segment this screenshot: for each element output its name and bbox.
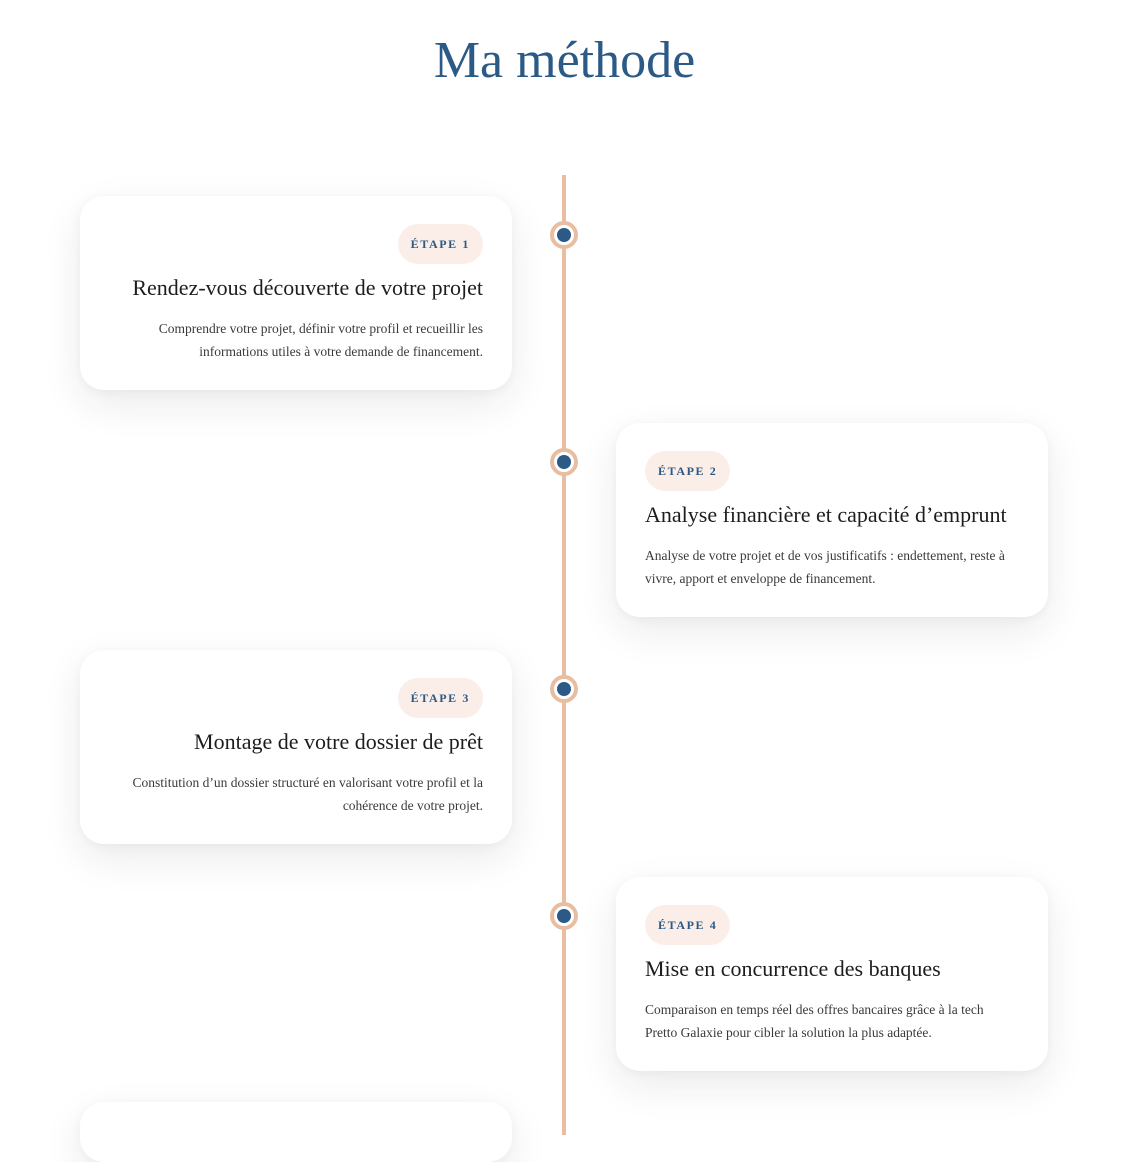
step-card-2 bbox=[616, 423, 1048, 617]
step-badge: ÉTAPE 3 bbox=[398, 678, 483, 718]
timeline-dot bbox=[557, 909, 571, 923]
step-card-4 bbox=[616, 877, 1048, 1071]
step-description: Analyse de votre projet et de vos justificatifs : endettement, reste à vivre, apport et enveloppe de financement. bbox=[645, 548, 1005, 586]
step-title: Montage de votre dossier de prêt bbox=[194, 729, 483, 754]
step-title: Analyse financière et capacité d’emprunt bbox=[645, 502, 1007, 527]
step-title: Mise en concurrence des banques bbox=[645, 956, 941, 981]
timeline-marker-4 bbox=[550, 902, 578, 930]
step-description: Comprendre votre projet, définir votre profil et recueillir les informations utiles à votre demande de financement. bbox=[158, 321, 483, 359]
step-badge: ÉTAPE 2 bbox=[645, 451, 730, 491]
step-badge: ÉTAPE 4 bbox=[645, 905, 730, 945]
timeline-dot bbox=[557, 682, 571, 696]
page-title: Ma méthode bbox=[433, 32, 696, 89]
timeline-marker-3 bbox=[550, 675, 578, 703]
step-description: Comparaison en temps réel des offres bancaires grâce à la tech Pretto Galaxie pour cibler la solution la plus adaptée. bbox=[645, 1002, 984, 1040]
step-card-5-partial bbox=[80, 1102, 512, 1162]
step-title: Rendez-vous découverte de votre projet bbox=[132, 275, 483, 300]
step-card-1 bbox=[80, 196, 512, 390]
step-badge: ÉTAPE 1 bbox=[398, 224, 483, 264]
timeline-dot bbox=[557, 455, 571, 469]
timeline-marker-2 bbox=[550, 448, 578, 476]
step-card-3 bbox=[80, 650, 512, 844]
timeline-line bbox=[562, 175, 566, 1135]
step-description: Constitution d’un dossier structuré en valorisant votre profil et la cohérence de votre projet. bbox=[132, 775, 483, 813]
timeline-marker-1 bbox=[550, 221, 578, 249]
timeline-dot bbox=[557, 228, 571, 242]
